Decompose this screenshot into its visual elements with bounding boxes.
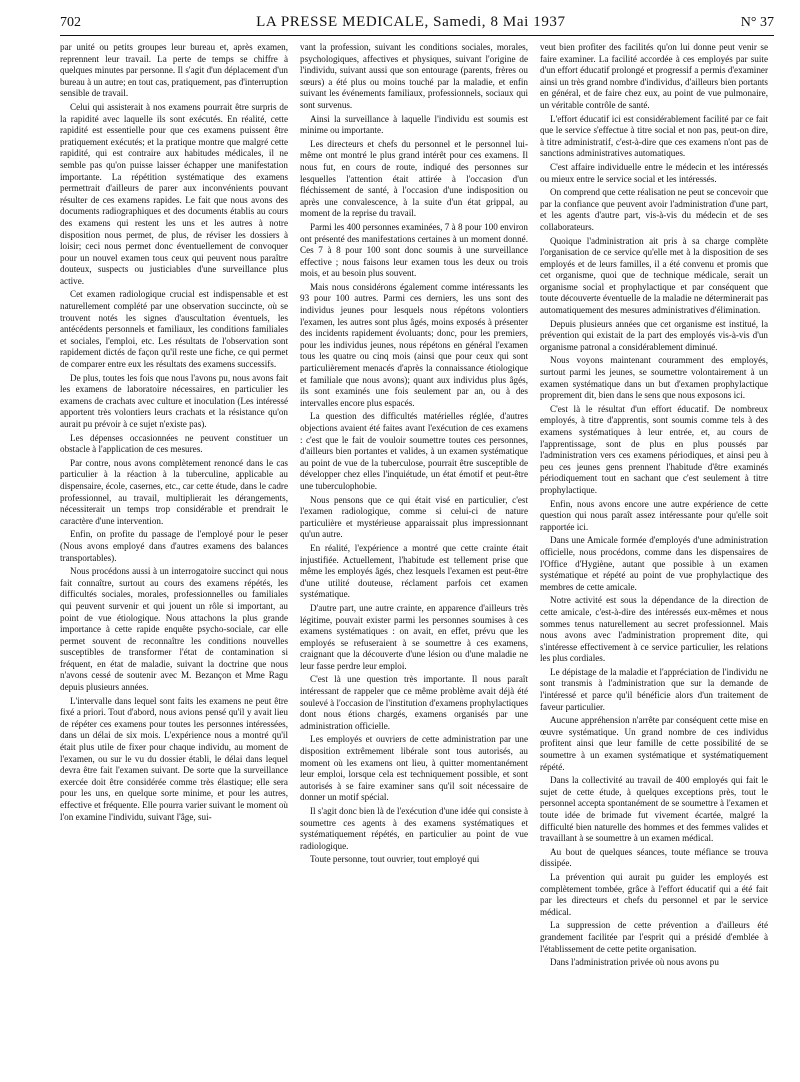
journal-title: LA PRESSE MEDICALE, (256, 14, 429, 30)
paragraph: Les dépenses occasionnées ne peuvent constituer un obstacle à l'application de ces mesures. (60, 432, 288, 455)
paragraph: Cet examen radiologique crucial est indispensable et est naturellement complété par une observation succincte, où se trouvent notés les signes d'auscultation éventuels, les antécédents personnels et familiaux, les conditions familiales et sociales, l'emploi, etc. Les résultats de l'observation sont rapidement dictés de façon qu'il reste une fiche, ce qui permet de comparer entre eux les résultats des examens successifs. (60, 289, 288, 370)
paragraph: L'effort éducatif ici est considérablement facilité par ce fait que le service s'effectue à titre social et non pas, peut-on dire, à titre administratif, c'est-à-dire que ces examens n'ont pas de sanctions administratives automatiques. (540, 113, 768, 159)
paragraph: Toute personne, tout ouvrier, tout employé qui (310, 854, 480, 865)
issue-number: N° 37 (740, 15, 774, 30)
paragraph: La suppression de cette prévention a d'ailleurs été grandement facilitée par l'esprit qui a présidé d'emblée à l'établissement de cette petite organisation. (540, 920, 768, 954)
paragraph: L'intervalle dans lequel sont faits les examens ne peut être fixé a priori. Tout d'abord, nous avions pensé qu'il y avait lieu de répéter ces examens pour toutes les personnes intéressées, dans un délai de six mois. L'expérience nous a montré qu'il était plus utile de fixer pour chaque individu, au moment de l'examen, ou sur le vu du dossier établi, le délai dans lequel devra être fait l'examen suivant. De sorte que la surveillance exercée doit être considérée comme très élastique; elle sera pour les uns, en quelque sorte minime, et pour les autres, effective et fréquente. Elle pourra varier suivant le moment où l'on examine l'individu, suivant l'âge, sui- (60, 695, 288, 822)
paragraph: Celui qui assisterait à nos examens pourrait être surpris de la rapidité avec laquelle ils sont exécutés. En réalité, cette rapidité est essentielle pour que ces examens puissent être pratiquement exécutés; et la pratique montre que malgré cette rapidité, qui est contraire aux habitudes médicales, il ne semble pas qu'on puisse laisser échapper une manifestation importante. La répétition systématique des examens permettrait d'ailleurs de parer aux inconvénients pouvant résulter de ces examens rapides. Le fait que nous avons des documents radiographiques et des documents établis au cours des examens qui restent les uns et les autres à notre disposition nous permet, de plus, de réviser les dossiers à loisir; ceci nous permet donc éventuellement de convoquer pour un nouvel examen tous ceux qui peuvent nous paraître douteux, suspects ou justiciables d'une surveillance plus active. (60, 101, 288, 286)
paragraph: Les directeurs et chefs du personnel et le personnel lui-même ont montré le plus grand intérêt pour ces examens. Il nous fut, en cours de route, indiqué des personnes sur lesquelles l'attention était attirée à l'occasion d'un fléchissement de santé, à l'occasion d'une indisposition ou après une convalescence, à la suite d'un état grippal, au moment de la reprise du travail. (300, 138, 528, 219)
paragraph: Les employés et ouvriers de cette administration par une disposition extrêmement libérale sont tous autorisés, au moment où les examens ont lieu, à quitter momentanément leur emploi, lorsque cela est techniquement possible, et sont autorisés à se faire examiner sans qu'il soit nécessaire de donner un motif spécial. (300, 734, 528, 803)
paragraph: par unité ou petits groupes leur bureau et, après examen, reprennent leur travail. La perte de temps se chiffre à quelques minutes par personne. Il s'agit d'un déplacement d'un bureau à un autre; en tout cas, pratiquement, pas d'interruption sensible de travail. (60, 42, 288, 99)
paragraph: Nous voyons maintenant couramment des employés, surtout parmi les jeunes, se soumettre volontairement à un examen systématique dans un but d'examen prophylactique proprement dit, bien dans le sens que nous exposons ici. (540, 355, 768, 401)
paragraph: Depuis plusieurs années que cet organisme est institué, la prévention qui existait de la part des employés vis-à-vis d'un organisme patronal a considérablement diminué. (540, 318, 768, 352)
paragraph: Nous pensons que ce qui était visé en particulier, c'est l'examen radiologique, comme si celui-ci de nature particulière et mystérieuse apparaissait plus impressionnant qu'un autre. (300, 494, 528, 540)
paragraph: C'est là le résultat d'un effort éducatif. De nombreux employés, à titre d'apprentis, sont soumis comme tels à des examens systématiques à leur entrée, et, au cours de l'apprentissage, sont de plus en plus poussés par l'administration vers ces examens périodiques, et ainsi peu à peu ces jeunes gens prennent l'habitude d'être examinés périodiquement tout en sachant que c'est seulement à titre prophylactique. (540, 403, 768, 495)
paragraph: Enfin, on profite du passage de l'employé pour le peser (Nous avons employé dans d'autres examens des balances transportables). (60, 529, 288, 563)
paragraph: La prévention qui aurait pu guider les employés est complètement tombée, grâce à l'effort éducatif qui a été fait par les directeurs et chefs du personnel et par le service médical. (540, 871, 768, 917)
paragraph: Parmi les 400 personnes examinées, 7 à 8 pour 100 environ ont présenté des manifestations certaines à un moment donné. Ces 7 à 8 pour 100 sont donc soumis à une surveillance effective ; nous faisons leur examen tous les deux ou trois mois, et au besoin plus souvent. (300, 221, 528, 279)
article-columns (60, 42, 774, 971)
paragraph: D'autre part, une autre crainte, en apparence d'ailleurs très légitime, pouvait exister parmi les personnes soumises à ces examens systématiques : on avait, en effet, prévu que les employés se refuseraient à se soumettre à ces examens, craignant que la découverte d'une lésion ou d'une maladie ne leur fasse perdre leur emploi. (300, 602, 528, 671)
paragraph: C'est là une question très importante. Il nous paraît intéressant de rappeler que ce même problème avait déjà été soulevé à l'occasion de l'institution d'examens prophylactiques dont nous étions chargés, examens organisés par une administration officielle. (300, 674, 528, 731)
paragraph: veut bien profiter des facilités qu'on lui donne peut venir se faire examiner. La facilité accordée à ces employés par suite d'un effort éducatif prolongé et progressif a permis d'examiner ainsi un très grand nombre d'individus, d'ailleurs bien portants en général, et de faire chez eux, au point de vue pulmonaire, un véritable contrôle de santé. (540, 42, 768, 110)
paragraph: On comprend que cette réalisation ne peut se concevoir que par la confiance que peuvent avoir l'administration d'une part, et les agents d'autre part, vis-à-vis du médecin et de ses collaborateurs. (540, 187, 768, 232)
journal-title-date (256, 14, 566, 31)
paragraph: Le dépistage de la maladie et l'appréciation de l'individu ne sont transmis à l'administration que sur la demande de l'intéressé et parce qu'il bénéficie alors d'un traitement de faveur particulier. (540, 666, 768, 712)
paragraph: Par contre, nous avons complètement renoncé dans le cas particulier à la réaction à la tuberculine, applicable au dispensaire, école, casernes, etc., car cette étude, dans le cadre professionnel, au travail, multiplierait les dérangements, nécessiterait un temps trop considérable et prendrait le caractère d'une intervention. (60, 457, 288, 526)
column-3 (540, 42, 768, 971)
paragraph: C'est affaire individuelle entre le médecin et les intéressés ou mieux entre le service social et les intéressés. (540, 161, 768, 184)
paragraph: Dans l'administration privée où nous avons pu (550, 957, 719, 968)
paragraph: De plus, toutes les fois que nous l'avons pu, nous avons fait les examens de laboratoire nécessaires, en particulier les examens de crachats avec culture et inoculation (Les intéressé apportent très volontiers leurs crachats et la résistance qu'on aurait pu prévoir à ce sujet n'existe pas). (60, 372, 288, 429)
paragraph: En réalité, l'expérience a montré que cette crainte était injustifiée. Actuellement, l'habitude est tellement prise que même les employés âgés, chez lesquels l'examen est peut-être d'une utilité douteuse, réclament parfois cet examen systématique. (300, 542, 528, 600)
paragraph: La question des difficultés matérielles réglée, d'autres objections avaient été faites avant l'exécution de ces examens : c'est que le fait de vouloir soumettre toutes ces personnes, d'ailleurs bien portantes et valides, à un examen systématique au point de vue de la tuberculose, pourrait être susceptible de développer chez elles l'inquiétude, un état émotif et peut-être une tuberculophobie. (300, 411, 528, 491)
column-2 (300, 42, 528, 971)
paragraph: Ainsi la surveillance à laquelle l'individu est soumis est minime ou importante. (300, 113, 528, 136)
paragraph: vant la profession, suivant les conditions sociales, morales, psychologiques, affectives et physiques, suivant l'origine de l'individu, suivant aussi que son entourage (parents, frères ou sœurs) a été plus ou moins touché par la maladie, et enfin suivant les événements familiaux, professionnels, sociaux qui sont survenus. (300, 42, 528, 110)
paragraph: Nous procédons aussi à un interrogatoire succinct qui nous fait connaître, surtout au cours des examens répétés, les difficultés sociales, morales, professionnelles ou familiales qui peuvent survenir et qui jouent un rôle si important, au point de vue étiologique. Nous attachons la plus grande importance à cette rapide enquête psycho-sociale, car elle permet souvent de reconnaître les conditions nouvelles susceptibles de transformer l'état de contamination si fréquent, en état de maladie, suivant la doctrine que nous n'avons cessé de soutenir avec M. Bezançon et Mme Ragu depuis plusieurs années. (60, 566, 288, 693)
paragraph: Quoique l'administration ait pris à sa charge complète l'organisation de ce service qu'elle met à la disposition de ses employés et de leurs familles, il a été convenu et promis que cet organisme, quoi que de technique médicale, serait un organisme social et prophylactique et par conséquent que toute découverte éventuelle de la maladie ne déterminerait pas automatiquement des mesures administratives d'élimination. (540, 235, 768, 316)
issue-date: Samedi, 8 Mai 1937 (433, 14, 566, 30)
paragraph: Dans la collectivité au travail de 400 employés qui fait le sujet de cette étude, à quelques exceptions près, tout le personnel accepta spontanément de se soumettre à l'examen et toute idée de brimade fut vivement écartée, malgré la difficulté bien naturelle des hommes et des femmes valides et travaillant à se soumettre à un examen médical. (540, 775, 768, 844)
paragraph: Enfin, nous avons encore une autre expérience de cette question qui nous paraît assez intéressante pour qu'elle soit rapportée ici. (540, 498, 768, 532)
paragraph: Mais nous considérons également comme intéressants les 93 pour 100 autres. Parmi ces derniers, les uns sont des individus jeunes pour lesquels nous répétons volontiers l'examen, les autres sont plus âgés, moins exposés à présenter des incidents rapidement évoluants; donc, pour les premiers, pour les individus jeunes, nous répétons en général l'examen tous les quatre ou cinq mois (ainsi que pour ceux qui sont particulièrement menacés d'après la connaissance étiologique et familiale que nous avons); quant aux individus plus âgés, ils sont examinés une fois seulement par an, ou à des intervalles encore plus espacés. (300, 281, 528, 408)
paragraph: Notre activité est sous la dépendance de la direction de cette amicale, c'est-à-dire des intéressés eux-mêmes et nous sommes tenus naturellement au secret professionnel. Mais nous avons avec l'administration proprement dite, qui s'intéresse effectivement à ce service particulier, les relations les plus cordiales. (540, 595, 768, 664)
page-number: 702 (60, 15, 81, 30)
column-1 (60, 42, 288, 971)
paragraph: Il s'agit donc bien là de l'exécution d'une idée qui consiste à soumettre ces agents à des examens systématiques et systématiquement répétés, en particulier au point de vue radiologique. (300, 806, 528, 851)
masthead (60, 14, 774, 36)
paragraph: Dans une Amicale formée d'employés d'une administration officielle, nous procédons, comme dans les dispensaires de l'Office d'Hygiène, autant que possible à un examen systématique et répété au point de vue prophylactique des membres de cette amicale. (540, 535, 768, 592)
paragraph: Aucune appréhension n'arrête par conséquent cette mise en œuvre systématique. Un grand nombre de ces individus profitent ainsi que leur famille de cette possibilité de se soumettre à un examen systématique et systématiquement répété. (540, 715, 768, 772)
paragraph: Au bout de quelques séances, toute méfiance se trouva dissipée. (540, 846, 768, 869)
